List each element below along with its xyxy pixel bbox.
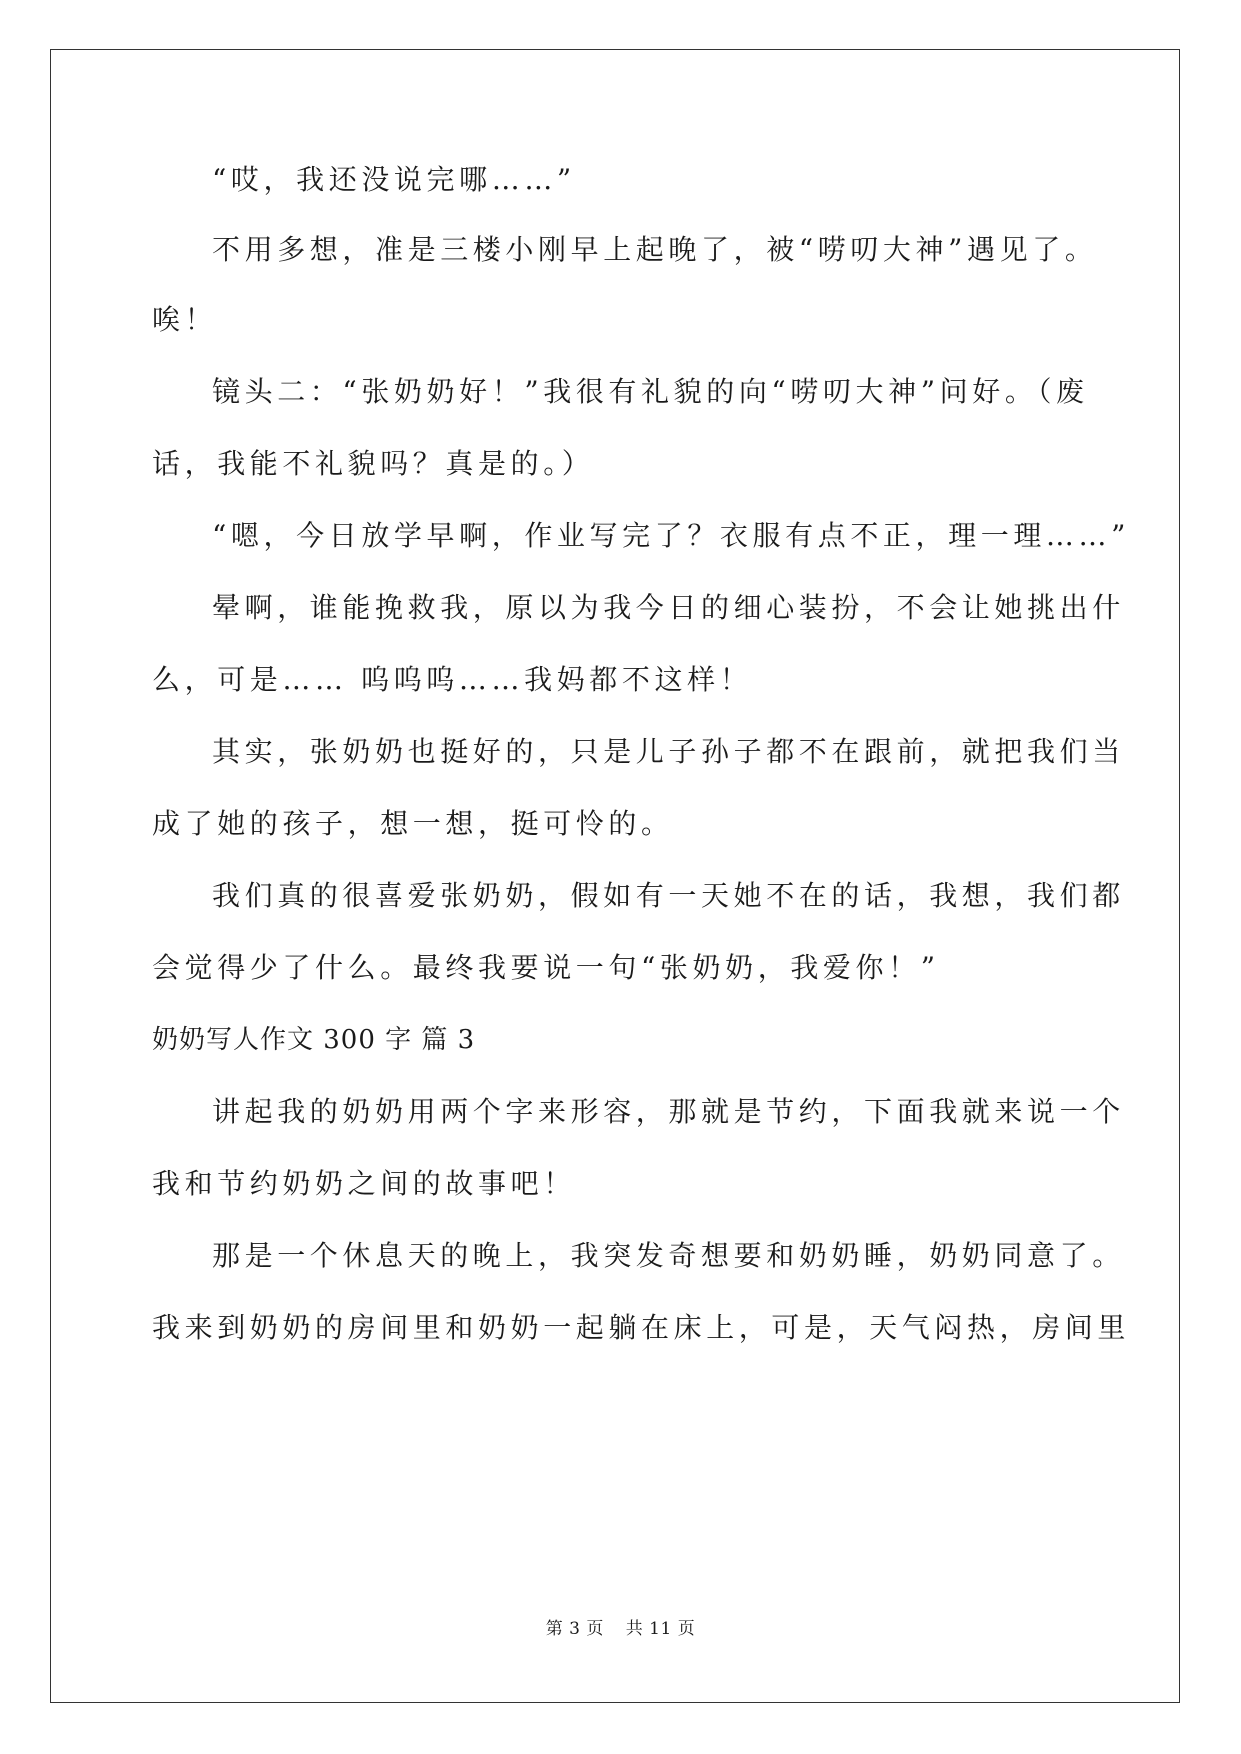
page-number: 第 3 页 [545, 1619, 604, 1639]
section-heading: 奶奶写人作文 300 字 篇 3 [152, 1025, 476, 1055]
page-total: 共 11 页 [625, 1619, 696, 1639]
paragraph-line: 我和节约奶奶之间的故事吧！ [152, 1167, 576, 1200]
paragraph-line: 其实，张奶奶也挺好的，只是儿子孙子都不在跟前，就把我们当 [212, 735, 1125, 768]
paragraph-line: 讲起我的奶奶用两个字来形容，那就是节约，下面我就来说一个 [212, 1095, 1125, 1128]
paragraph-line: 成了她的孩子，想一想，挺可怜的。 [152, 807, 674, 840]
page-footer [0, 1614, 1241, 1639]
paragraph-line: 那是一个休息天的晚上，我突发奇想要和奶奶睡，奶奶同意了。 [212, 1239, 1125, 1272]
paragraph-line: 会觉得少了什么。最终我要说一句“张奶奶，我爱你！” [152, 951, 940, 984]
paragraph-line: 唉！ [152, 303, 218, 336]
paragraph-line: “嗯，今日放学早啊，作业写完了？衣服有点不正，理一理……” [212, 519, 1131, 552]
paragraph-line: 么，可是…… 呜呜呜……我妈都不这样！ [152, 663, 753, 696]
paragraph-line: 镜头二：“张奶奶好！”我很有礼貌的向“唠叨大神”问好。（废 [212, 375, 1089, 408]
paragraph-line: “哎，我还没说完哪……” [212, 163, 576, 196]
paragraph-line: 我来到奶奶的房间里和奶奶一起躺在床上，可是，天气闷热，房间里 [152, 1311, 1131, 1344]
paragraph-line: 我们真的很喜爱张奶奶，假如有一天她不在的话，我想，我们都 [212, 879, 1125, 912]
paragraph-line: 晕啊，谁能挽救我，原以为我今日的细心装扮，不会让她挑出什 [212, 591, 1125, 624]
paragraph-line: 不用多想，准是三楼小刚早上起晚了，被“唠叨大神”遇见了。 [212, 233, 1098, 266]
paragraph-line: 话，我能不礼貌吗？真是的。） [152, 447, 595, 480]
